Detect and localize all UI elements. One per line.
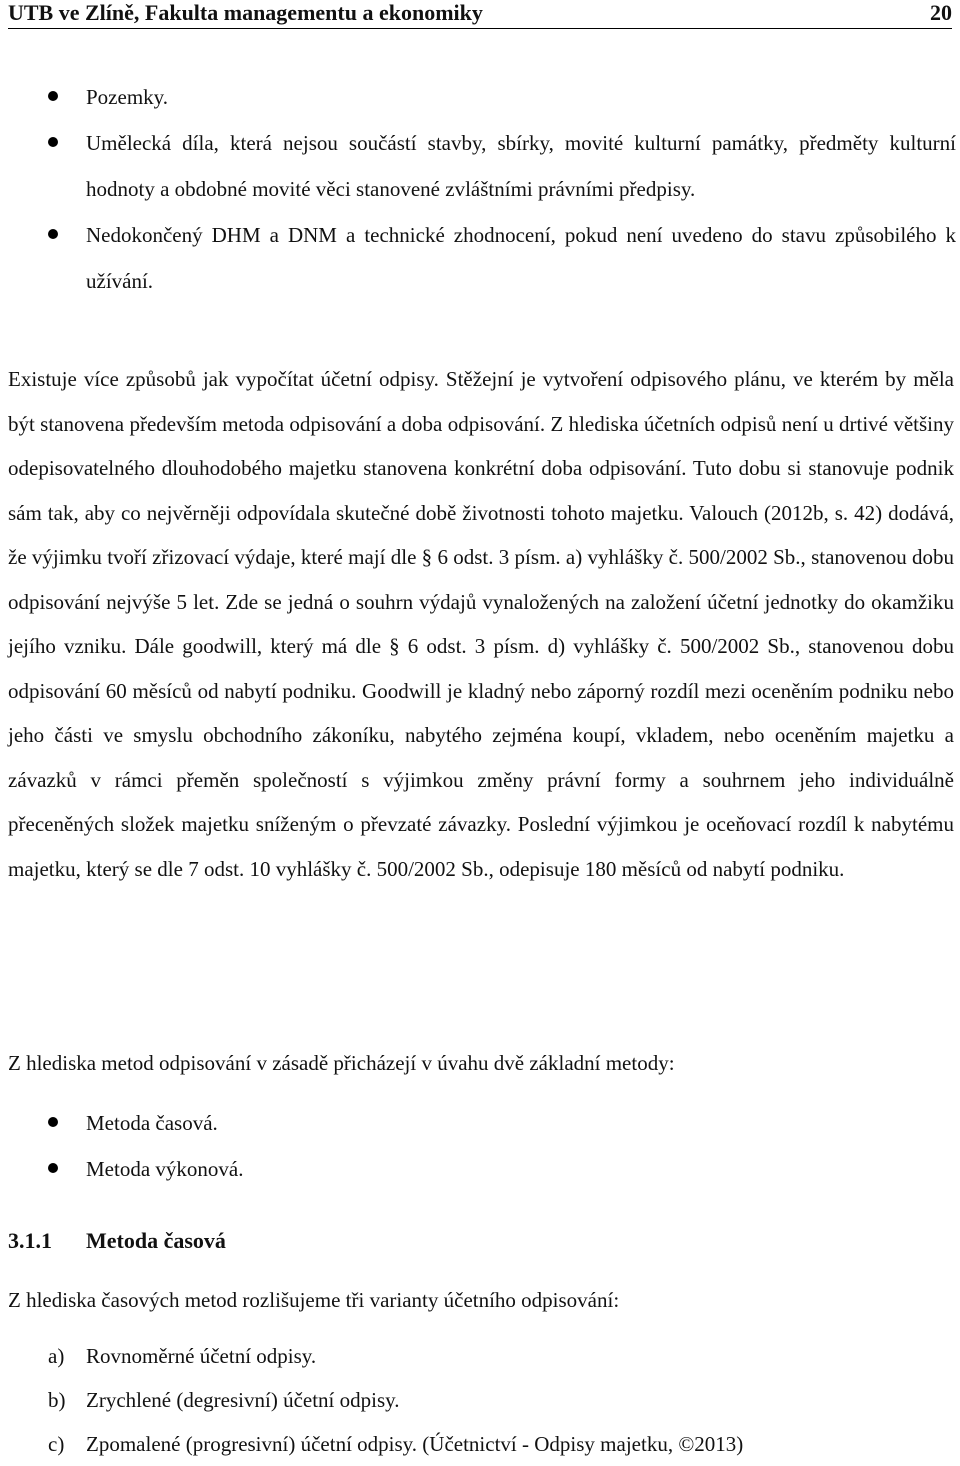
list-item: Umělecká díla, která nejsou součástí stavby, sbírky, movité kulturní památky, předměty kulturní hodnoty a obdobné movité věci stanovené zvláštními právními předpisy.	[0, 120, 956, 212]
list-item: Metoda časová.	[0, 1100, 956, 1146]
section-number: 3.1.1	[8, 1228, 52, 1253]
list-item: a) Rovnoměrné účetní odpisy.	[0, 1334, 743, 1378]
list-marker: a)	[48, 1344, 65, 1368]
bullet-icon	[48, 137, 58, 147]
bullet-icon	[48, 91, 58, 101]
list-item: Nedokončený DHM a DNM a technické zhodnocení, pokud není uvedeno do stavu způsobilého k užívání.	[0, 212, 956, 304]
list-item: c) Zpomalené (progresivní) účetní odpisy. (Účetnictví - Odpisy majetku, ©2013)	[0, 1422, 743, 1466]
section-heading	[8, 1228, 226, 1254]
bullet-list-methods	[0, 1100, 956, 1192]
paragraph-methods-intro: Z hlediska metod odpisování v zásadě přicházejí v úvahu dvě základní metody:	[8, 1051, 675, 1075]
bullet-list-assets	[0, 74, 956, 304]
variant-list	[0, 1334, 743, 1466]
paragraph-variants-intro: Z hlediska časových metod rozlišujeme tři varianty účetního odpisování:	[8, 1288, 620, 1312]
list-marker: b)	[48, 1388, 66, 1412]
paragraph-main: Existuje více způsobů jak vypočítat účetní odpisy. Stěžejní je vytvoření odpisového plánu, ve kterém by měla být stanovena především metoda odpisování a doba odpisování. Z hlediska účetních odpisů není u drtivé většiny odepisovatelného dlouhodobého majetku stanovena konkrétní doba odpisování. Tuto dobu si stanovuje podnik sám tak, aby co nejvěrněji odpovídala skutečné době životnosti tohoto majetku. Valouch (2012b, s. 42) dodává, že výjimku tvoří zřizovací výdaje, které mají dle § 6 odst. 3 písm. a) vyhlášky č. 500/2002 Sb., stanovenou dobu odpisování nejvýše 5 let. Zde se jedná o souhrn výdajů vynaložených na založení účetní jednotky do okamžiku jejího vzniku. Dále goodwill, který má dle § 6 odst. 3 písm. d) vyhlášky č. 500/2002 Sb., stanovenou dobu odpisování 60 měsíců od nabytí podniku. Goodwill je kladný nebo záporný rozdíl mezi oceněním podniku nebo jeho části ve smyslu obchodního zákoníku, nabytého zejména koupí, vkladem, nebo oceněním majetku a závazků v rámci přeměn společností s výjimkou změny právní formy a souhrnem jeho individuálně přeceněných složek majetku sníženým o převzaté závazky. Poslední výjimkou je oceňovací rozdíl k nabytému majetku, který se dle 7 odst. 10 vyhlášky č. 500/2002 Sb., odepisuje 180 měsíců od nabytí podniku.	[8, 367, 954, 881]
list-item: Pozemky.	[0, 74, 956, 120]
page-number: 20	[930, 0, 952, 25]
section-title: Metoda časová	[86, 1228, 226, 1253]
page-header	[8, 0, 952, 29]
list-item: Metoda výkonová.	[0, 1146, 956, 1192]
list-item: b) Zrychlené (degresivní) účetní odpisy.	[0, 1378, 743, 1422]
bullet-icon	[48, 1163, 58, 1173]
bullet-icon	[48, 1117, 58, 1127]
bullet-icon	[48, 229, 58, 239]
header-title: UTB ve Zlíně, Fakulta managementu a ekonomiky	[8, 0, 483, 25]
list-marker: c)	[48, 1432, 65, 1456]
